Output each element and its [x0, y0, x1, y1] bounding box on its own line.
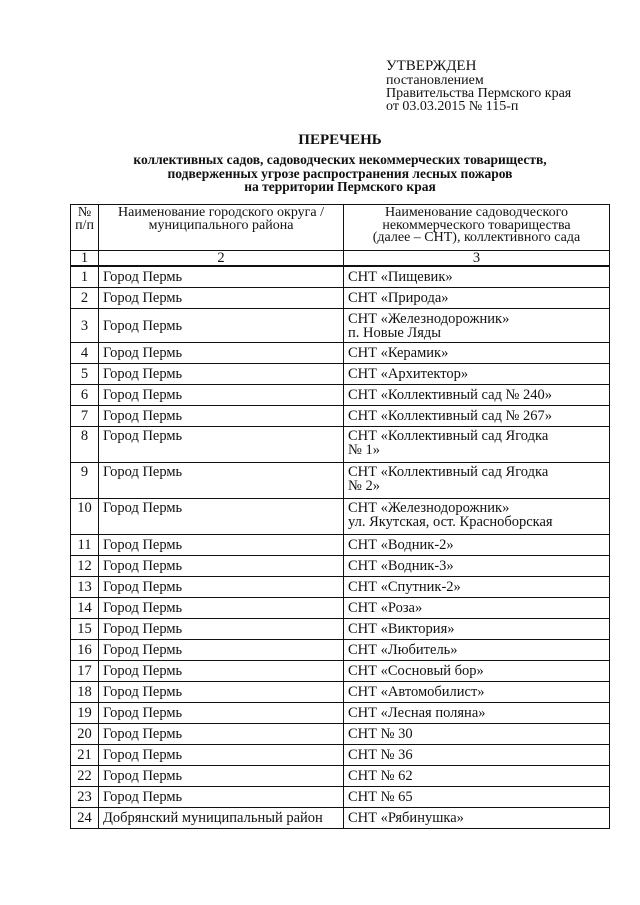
table-row: [71, 427, 610, 463]
table-row: [71, 766, 610, 787]
row-number: 9: [71, 463, 99, 499]
row-number: 20: [71, 724, 99, 745]
table-row: [71, 745, 610, 766]
table-row: [71, 385, 610, 406]
row-district: Город Пермь: [99, 406, 344, 427]
row-snt: [344, 745, 610, 766]
snt-name-continued: ул. Якутская, ост. Красноборская: [348, 514, 553, 530]
document-title: ПЕРЕЧЕНЬ: [298, 132, 382, 148]
row-snt: [344, 640, 610, 661]
table-row: [71, 577, 610, 598]
row-number: 14: [71, 598, 99, 619]
table-row: [71, 640, 610, 661]
row-snt: [344, 766, 610, 787]
table-row: [71, 463, 610, 499]
row-district: Город Пермь: [99, 309, 344, 343]
row-district: Город Пермь: [99, 288, 344, 309]
snt-name: СНТ «Автомобилист»: [348, 684, 485, 700]
row-district: Город Пермь: [99, 266, 344, 288]
table-row: [71, 556, 610, 577]
snt-list-table: [70, 204, 610, 829]
snt-name: СНТ «Коллективный сад № 267»: [348, 408, 552, 424]
row-district: Город Пермь: [99, 427, 344, 463]
table-row: [71, 406, 610, 427]
row-snt: [344, 577, 610, 598]
snt-name: СНТ «Природа»: [348, 290, 449, 306]
row-district: Город Пермь: [99, 682, 344, 703]
snt-name-continued: № 2»: [348, 478, 380, 494]
row-number: 6: [71, 385, 99, 406]
table-row: [71, 661, 610, 682]
subtitle-line-1: коллективных садов, садоводческих некоммерческих товариществ,: [133, 152, 547, 167]
row-snt: [344, 288, 610, 309]
row-district: Город Пермь: [99, 724, 344, 745]
snt-name: СНТ «Рябинушка»: [348, 810, 464, 826]
snt-name: СНТ «Лесная поляна»: [348, 705, 486, 721]
row-number: 3: [71, 309, 99, 343]
header-num: № п/п: [71, 205, 99, 251]
snt-name: СНТ «Виктория»: [348, 621, 455, 637]
row-district: Город Пермь: [99, 463, 344, 499]
document-heading: [70, 132, 610, 194]
snt-name: СНТ «Пищевик»: [348, 269, 453, 285]
row-number: 16: [71, 640, 99, 661]
row-snt: [344, 266, 610, 288]
row-number: 15: [71, 619, 99, 640]
table-row: [71, 499, 610, 535]
row-number: 18: [71, 682, 99, 703]
header-district: Наименование городского округа / муниципального района: [99, 205, 344, 251]
subtitle-line-3: на территории Пермского края: [244, 179, 436, 194]
subtitle-line-2: подверженных угрозе распространения лесных пожаров: [167, 165, 513, 181]
row-snt: [344, 787, 610, 808]
table-row: [71, 724, 610, 745]
snt-name: СНТ «Коллективный сад № 240»: [348, 387, 552, 403]
row-number: 8: [71, 427, 99, 463]
row-number: 10: [71, 499, 99, 535]
table-row: [71, 682, 610, 703]
snt-name-continued: № 1»: [348, 442, 380, 458]
table-row: [71, 288, 610, 309]
row-snt: [344, 385, 610, 406]
row-district: Город Пермь: [99, 703, 344, 724]
snt-name: СНТ «Сосновый бор»: [348, 663, 484, 679]
table-row: [71, 266, 610, 288]
approval-stamp: [386, 58, 626, 113]
snt-name-continued: п. Новые Ляды: [348, 324, 442, 341]
row-snt: [344, 406, 610, 427]
row-snt: [344, 619, 610, 640]
row-district: Город Пермь: [99, 787, 344, 808]
row-snt: [344, 343, 610, 364]
row-number: 1: [71, 266, 99, 288]
snt-name: СНТ «Любитель»: [348, 642, 458, 658]
row-district: Город Пермь: [99, 556, 344, 577]
row-district: Город Пермь: [99, 499, 344, 535]
snt-name: СНТ «Водник-3»: [348, 558, 454, 574]
document-subtitle: [70, 149, 610, 194]
row-number: 7: [71, 406, 99, 427]
row-snt: [344, 535, 610, 556]
table-row: [71, 619, 610, 640]
row-snt: [344, 499, 610, 535]
row-number: 21: [71, 745, 99, 766]
approval-line-3: от 03.03.2015 № 115-п: [386, 99, 519, 114]
table-row: [71, 535, 610, 556]
header-snt: Наименование садоводческого некоммерческого товарищества (далее – СНТ), коллективного сада: [344, 205, 610, 251]
row-district: Город Пермь: [99, 364, 344, 385]
row-snt: [344, 364, 610, 385]
row-snt: [344, 556, 610, 577]
row-district: Город Пермь: [99, 619, 344, 640]
snt-name: СНТ «Железнодорожник»: [348, 500, 510, 516]
row-number: 19: [71, 703, 99, 724]
row-snt: [344, 682, 610, 703]
approval-title: УТВЕРЖДЕН: [386, 58, 477, 74]
row-snt: [344, 309, 610, 343]
snt-name: СНТ «Железнодорожник»: [348, 310, 510, 327]
snt-name: СНТ «Архитектор»: [348, 366, 469, 382]
snt-name: СНТ «Керамик»: [348, 345, 449, 361]
row-district: Город Пермь: [99, 661, 344, 682]
row-snt: [344, 724, 610, 745]
snt-name: СНТ № 36: [348, 747, 413, 763]
row-district: Город Пермь: [99, 385, 344, 406]
snt-name: СНТ «Спутник-2»: [348, 579, 461, 595]
row-number: 22: [71, 766, 99, 787]
row-number: 2: [71, 288, 99, 309]
table-row: [71, 364, 610, 385]
row-number: 17: [71, 661, 99, 682]
row-number: 13: [71, 577, 99, 598]
row-number: 23: [71, 787, 99, 808]
table-row: [71, 309, 610, 343]
column-number: 3: [344, 251, 610, 267]
table-row: [71, 703, 610, 724]
snt-name: СНТ «Коллективный сад Ягодка: [348, 464, 549, 480]
approval-line-1: постановлением: [386, 73, 484, 88]
row-snt: [344, 598, 610, 619]
column-number: 2: [99, 251, 344, 267]
row-number: 4: [71, 343, 99, 364]
row-number: 12: [71, 556, 99, 577]
row-district: Добрянский муниципальный район: [99, 808, 344, 829]
row-district: Город Пермь: [99, 343, 344, 364]
table-row: [71, 808, 610, 829]
row-district: Город Пермь: [99, 766, 344, 787]
table-row: [71, 787, 610, 808]
table-row: [71, 598, 610, 619]
row-snt: [344, 463, 610, 499]
row-number: 5: [71, 364, 99, 385]
row-number: 11: [71, 535, 99, 556]
row-snt: [344, 808, 610, 829]
row-snt: [344, 661, 610, 682]
snt-name: СНТ «Водник-2»: [348, 537, 454, 553]
row-district: Город Пермь: [99, 598, 344, 619]
snt-name: СНТ № 30: [348, 726, 413, 742]
table-header-row: [71, 205, 610, 251]
snt-name: СНТ № 62: [348, 768, 413, 784]
row-district: Город Пермь: [99, 745, 344, 766]
row-district: Город Пермь: [99, 535, 344, 556]
snt-name: СНТ № 65: [348, 789, 413, 805]
table-row: [71, 343, 610, 364]
row-district: Город Пермь: [99, 577, 344, 598]
row-number: 24: [71, 808, 99, 829]
row-district: Город Пермь: [99, 640, 344, 661]
row-snt: [344, 427, 610, 463]
snt-name: СНТ «Роза»: [348, 600, 423, 616]
snt-name: СНТ «Коллективный сад Ягодка: [348, 428, 549, 444]
row-snt: [344, 703, 610, 724]
column-number-row: [71, 251, 610, 267]
column-number: 1: [71, 251, 99, 267]
approval-line-2: Правительства Пермского края: [386, 86, 572, 101]
